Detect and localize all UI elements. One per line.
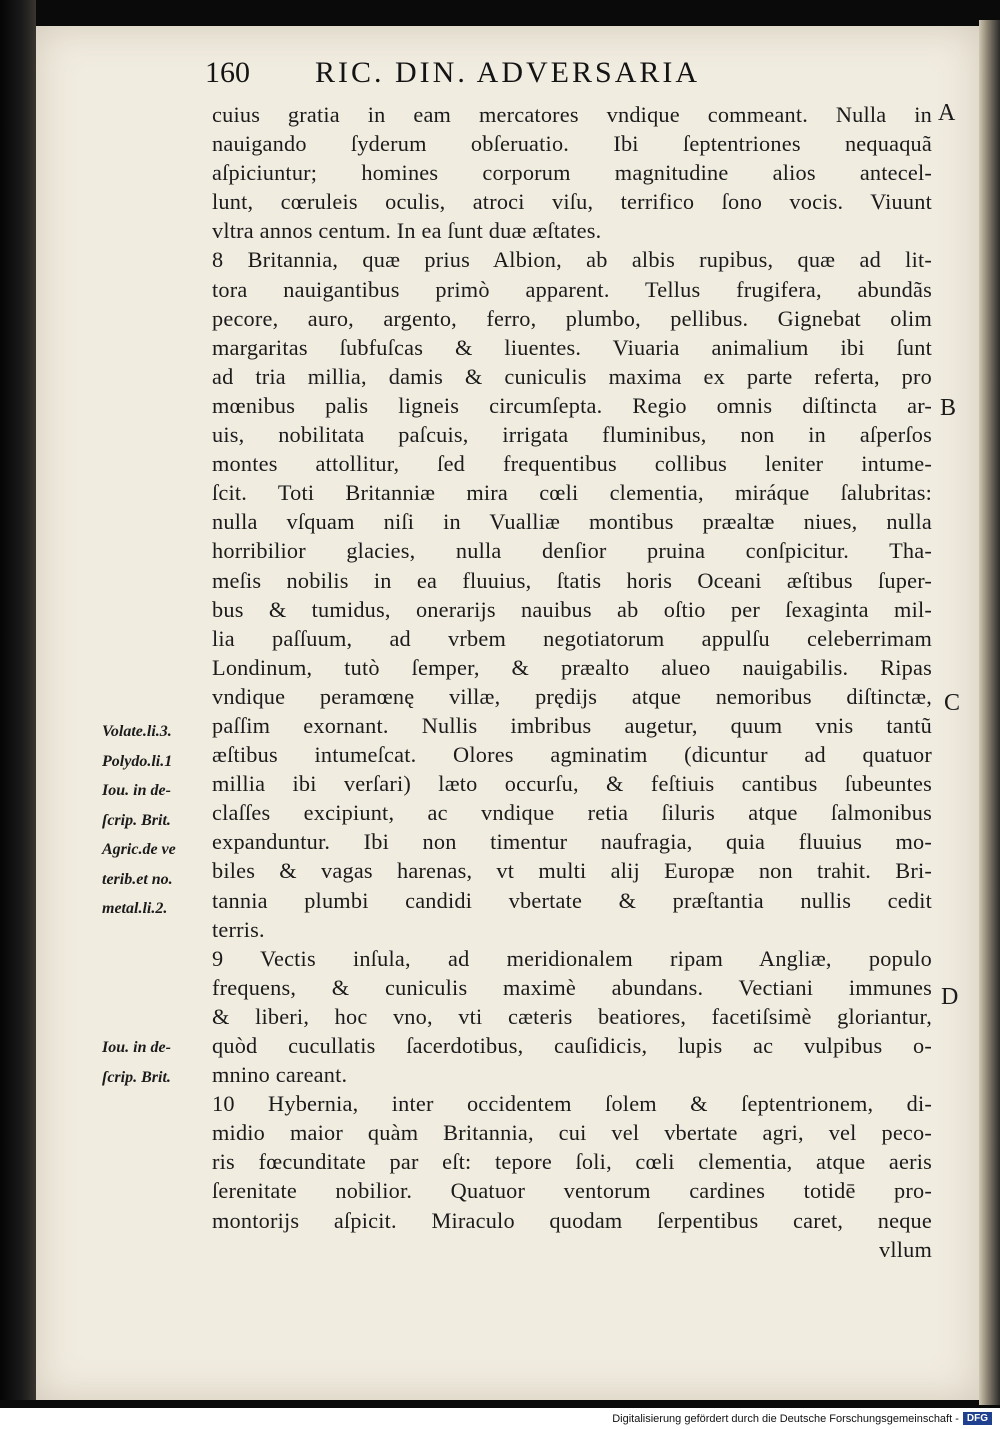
text-line: mœnibus palis ligneis circumſepta. Regio omnis diſtincta ar- [212, 392, 932, 418]
text-line: margaritas ſubfuſcas & liuentes. Viuaria animalium ibi ſunt [212, 334, 932, 360]
text-line: pecore, auro, argento, ferro, plumbo, pellibus. Gignebat olim [212, 305, 932, 331]
text-line: horribilior glacies, nulla denſior pruina conſpicitur. Tha- [212, 538, 932, 564]
text-line: expanduntur. Ibi non timentur naufragia, quia fluuius mo- [212, 829, 932, 855]
text-line: æſtibus intumeſcat. Olores agminatim (dicuntur ad quatuor [212, 742, 932, 768]
text-line: lunt, cœruleis oculis, atroci viſu, terrifico ſono vocis. Viuunt [212, 189, 932, 215]
text-line: Londinum, tutò ſemper, & præalto alueo nauigabilis. Ripas [212, 654, 932, 680]
text-line: claſſes excipiunt, ac vndique retia ſiluris atque ſalmonibus [212, 800, 932, 826]
running-head: RIC. DIN. ADVERSARIA [315, 56, 701, 89]
margin-letter-a: A [938, 100, 956, 126]
text-line: lia paſſuum, ad vrbem negotiatorum appulſu celeberrimam [212, 625, 932, 651]
margin-letter-b: B [940, 395, 957, 421]
text-line: aſpiciuntur; homines corporum magnitudine alios antecel- [212, 160, 932, 186]
text-line: ſcit. Toti Britanniæ mira cœli clementia, miráque ſalubritas: [212, 480, 932, 506]
marginal-note-line: Iou. in de- [102, 782, 171, 799]
dfg-logo: DFG [963, 1412, 992, 1425]
marginal-note-line: metal.li.2. [102, 900, 168, 917]
text-line: mnino careant. [212, 1062, 348, 1088]
margin-letter-c: C [944, 690, 961, 716]
margin-letter-d: D [941, 984, 959, 1010]
text-line: meſis nobilis in ea fluuius, ſtatis horis Oceani æſtibus ſuper- [212, 567, 932, 593]
footer-bar [0, 1408, 1000, 1429]
text-line: 10 Hybernia, inter occidentem ſolem & ſeptentrionem, di- [212, 1091, 932, 1117]
marginal-note-line: Polydo.li.1 [102, 752, 173, 770]
text-line: montes attollitur, ſed frequentibus collibus leniter intume- [212, 451, 932, 477]
text-line: quòd cucullatis ſacerdotibus, cauſidicis, lupis ac vulpibus o- [212, 1033, 932, 1058]
text-line: 9 Vectis inſula, ad meridionalem ripam Angliæ, populo [212, 945, 932, 971]
marginal-note-1 [102, 717, 214, 924]
text-line: vltra annos centum. In ea ſunt duæ æſtates. [212, 218, 602, 244]
body-text [212, 100, 932, 1264]
marginal-note-line: Iou. in de- [102, 1039, 171, 1056]
text-line: montorijs aſpicit. Miraculo quodam ſerpentibus caret, neque [212, 1207, 932, 1233]
text-line: nulla vſquam niſi in Vualliæ montibus præaltæ niues, nulla [212, 509, 932, 535]
text-line: cuius gratia in eam mercatores vndique commeant. Nulla in [212, 102, 932, 127]
text-line: midio maior quàm Britannia, cui vel vbertate agri, vel peco- [212, 1120, 932, 1146]
text-line: terris. [212, 916, 265, 942]
text-line: tannia plumbi candidi vbertate & præſtantia nullis cedit [212, 887, 932, 913]
text-line: bus & tumidus, onerarijs nauibus ab oſtio per ſexaginta mil- [212, 596, 932, 622]
text-line: ſerenitate nobilior. Quatuor ventorum cardines totidē pro- [212, 1178, 932, 1204]
text-line: uis, nobilitata paſcuis, irrigata fluminibus, non in aſperſos [212, 422, 932, 448]
text-line: ris fœcunditate par eſt: tepore ſoli, cœli clementia, atque aeris [212, 1149, 932, 1175]
text-line: & liberi, hoc vno, vti cæteris beatiores, facetiſsimè gloriantur, [212, 1003, 932, 1029]
page-number: 160 [205, 56, 250, 89]
text-line: biles & vagas harenas, vt multi alij Europæ non trahit. Bri- [212, 858, 932, 884]
scan-left-edge [0, 0, 36, 1400]
text-line: paſſim exornant. Nullis imbribus augetur, quum vnis tantũ [212, 712, 932, 738]
page-right-edge [979, 20, 1000, 1405]
text-line: nauigando ſyderum obſeruatio. Ibi ſeptentriones nequaquã [212, 131, 932, 157]
text-line: ad tria millia, damis & cuniculis maxima ex parte referta, pro [212, 363, 932, 389]
marginal-note-line: ſcrip. Brit. [102, 811, 171, 829]
text-line: millia ibi verſari) læto occurſu, & feſtiuis cantibus ſubeuntes [212, 771, 932, 797]
text-line: vndique peramœnę villæ, prędijs atque nemoribus diſtinctæ, [212, 683, 932, 709]
marginal-note-line: ſcrip. Brit. [102, 1068, 171, 1086]
funding-notice: Digitalisierung gefördert durch die Deutsche Forschungsgemeinschaft - [612, 1412, 959, 1425]
marginal-note-line: Volate.li.3. [102, 723, 172, 740]
marginal-note-2 [102, 1033, 214, 1092]
marginal-note-line: Agric.de ve [102, 841, 176, 858]
page-header [205, 56, 835, 96]
text-line: 8 Britannia, quæ prius Albion, ab albis rupibus, quæ ad lit- [212, 247, 932, 273]
text-line: frequens, & cuniculis maximè abundans. Vectiani immunes [212, 974, 932, 1000]
marginal-note-line: terib.et no. [102, 870, 173, 888]
text-line: tora nauigantibus primò apparent. Tellus frugifera, abundãs [212, 276, 932, 302]
text-line: vllum [878, 1236, 932, 1262]
